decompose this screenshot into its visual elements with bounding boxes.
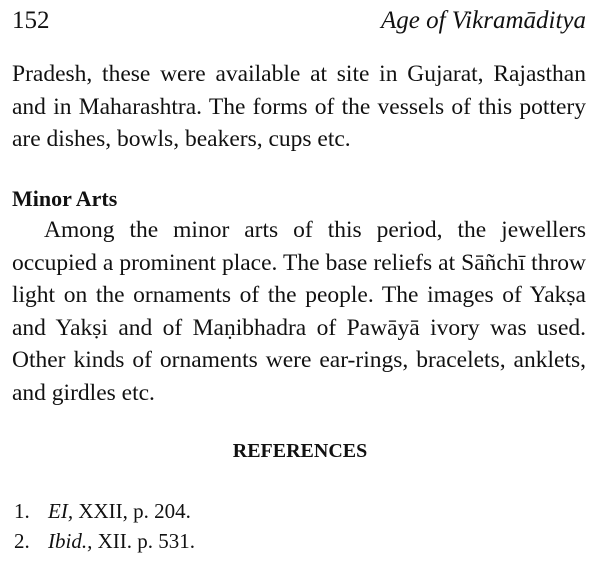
section-heading-minor-arts: Minor Arts <box>12 186 118 211</box>
reference-detail: XII. p. 531. <box>92 529 195 553</box>
page-number: 152 <box>12 7 50 34</box>
references-heading: REFERENCES <box>232 440 368 462</box>
reference-title: EI, <box>48 499 74 523</box>
running-title: Age of Vikramāditya <box>380 7 586 34</box>
reference-number: 2. <box>14 529 30 553</box>
reference-title: Ibid., <box>48 529 93 553</box>
reference-number: 1. <box>14 499 30 523</box>
references-list <box>14 496 574 556</box>
reference-detail: XXII, p. 204. <box>73 499 191 523</box>
paragraph-pottery: Pradesh, these were available at site in Gujarat, Rajasthan and in Maharashtra. The forms of the vessels of this pottery are dishes, bowls, beakers, cups etc. <box>12 61 586 152</box>
paragraph-minor-arts: Among the minor arts of this period, the jewellers occupied a prominent place. The base reliefs at Sāñchī throw light on the ornaments of the people. The images of Yakṣa and Yakṣi and of Maṇibhadra of Pawāyā ivory was used. Other kinds of ornaments were ear-rings, bracelets, anklets, and girdles etc. <box>12 217 586 406</box>
reference-item <box>14 526 574 556</box>
page-header <box>12 4 586 38</box>
reference-item <box>14 496 574 526</box>
